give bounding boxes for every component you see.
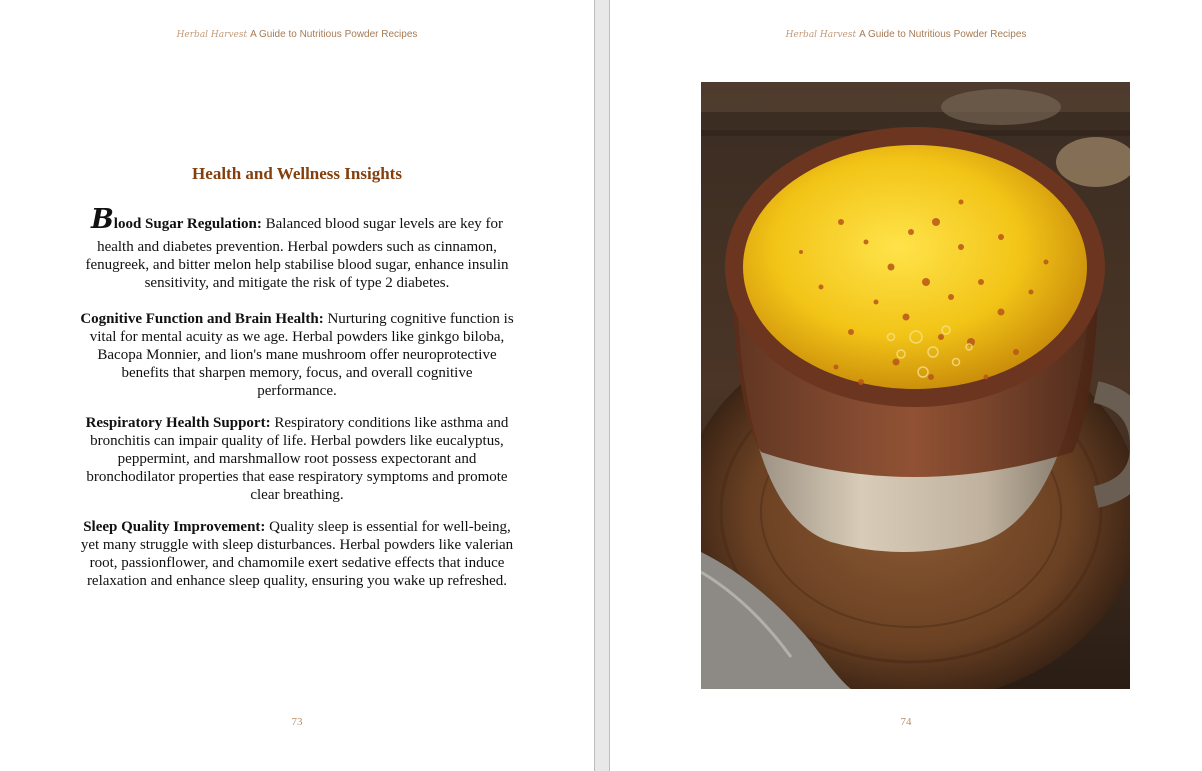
- drop-cap: B: [90, 204, 114, 235]
- paragraph-heading: Cognitive Function and Brain Health:: [80, 311, 324, 327]
- page-number-right: 74: [900, 716, 912, 728]
- paragraph-text: Respiratory conditions like asthma and bronchitis can impair quality of life. Herbal powders like eucalyptus, peppermint, and marshmallow root possess expectorant and bronchodilator properties that ease respiratory symptoms and promote clear breathing.: [86, 415, 509, 503]
- running-header: [0, 29, 594, 40]
- paragraph-respiratory: [80, 414, 514, 504]
- paragraph-heading: Sleep Quality Improvement:: [83, 519, 266, 535]
- paragraph-heading: Respiratory Health Support:: [85, 415, 271, 431]
- header-title: A Guide to Nutritious Powder Recipes: [859, 29, 1027, 40]
- section-title: Health and Wellness Insights: [192, 164, 402, 183]
- golden-milk-photo: [701, 82, 1130, 689]
- body-text: [80, 204, 514, 604]
- page-number-left: 73: [291, 716, 303, 728]
- paragraph-text: Quality sleep is essential for well-being, yet many struggle with sleep disturbances. Herbal powders like valerian root, passionflower, and chamomile exert sedative effects that induce relaxation and enhance sleep quality, ensuring you wake up refreshed.: [80, 519, 514, 589]
- paragraph-cognitive: [80, 310, 514, 400]
- paragraph-first-line: [80, 204, 514, 238]
- paragraph-heading: lood Sugar Regulation:: [113, 216, 262, 232]
- running-header: [610, 29, 1202, 40]
- left-page: [0, 0, 594, 771]
- paragraph-text: Balanced blood sugar levels are key for: [261, 216, 504, 232]
- header-script-logo: Herbal Harvest: [785, 30, 857, 40]
- right-page: [610, 0, 1202, 771]
- paragraph-text: Nurturing cognitive function is vital for mental acuity as we age. Herbal powders like ginkgo biloba, Bacopa Monnier, and lion's mane mushroom offer neuroprotective benefits that sharpen memory, focus, and overall cognitive performance.: [89, 311, 514, 399]
- paragraph-blood-sugar: [80, 204, 514, 292]
- golden-milk-illustration: [701, 82, 1130, 689]
- header-title: A Guide to Nutritious Powder Recipes: [250, 29, 418, 40]
- page-gutter: [594, 0, 610, 771]
- paragraph-sleep: [80, 518, 514, 590]
- paragraph-text-continued: health and diabetes prevention. Herbal powders such as cinnamon, fenugreek, and bitter melon help stabilise blood sugar, enhance insulin sensitivity, and mitigate the risk of type 2 diabetes.: [85, 239, 509, 291]
- header-script-logo: Herbal Harvest: [176, 30, 248, 40]
